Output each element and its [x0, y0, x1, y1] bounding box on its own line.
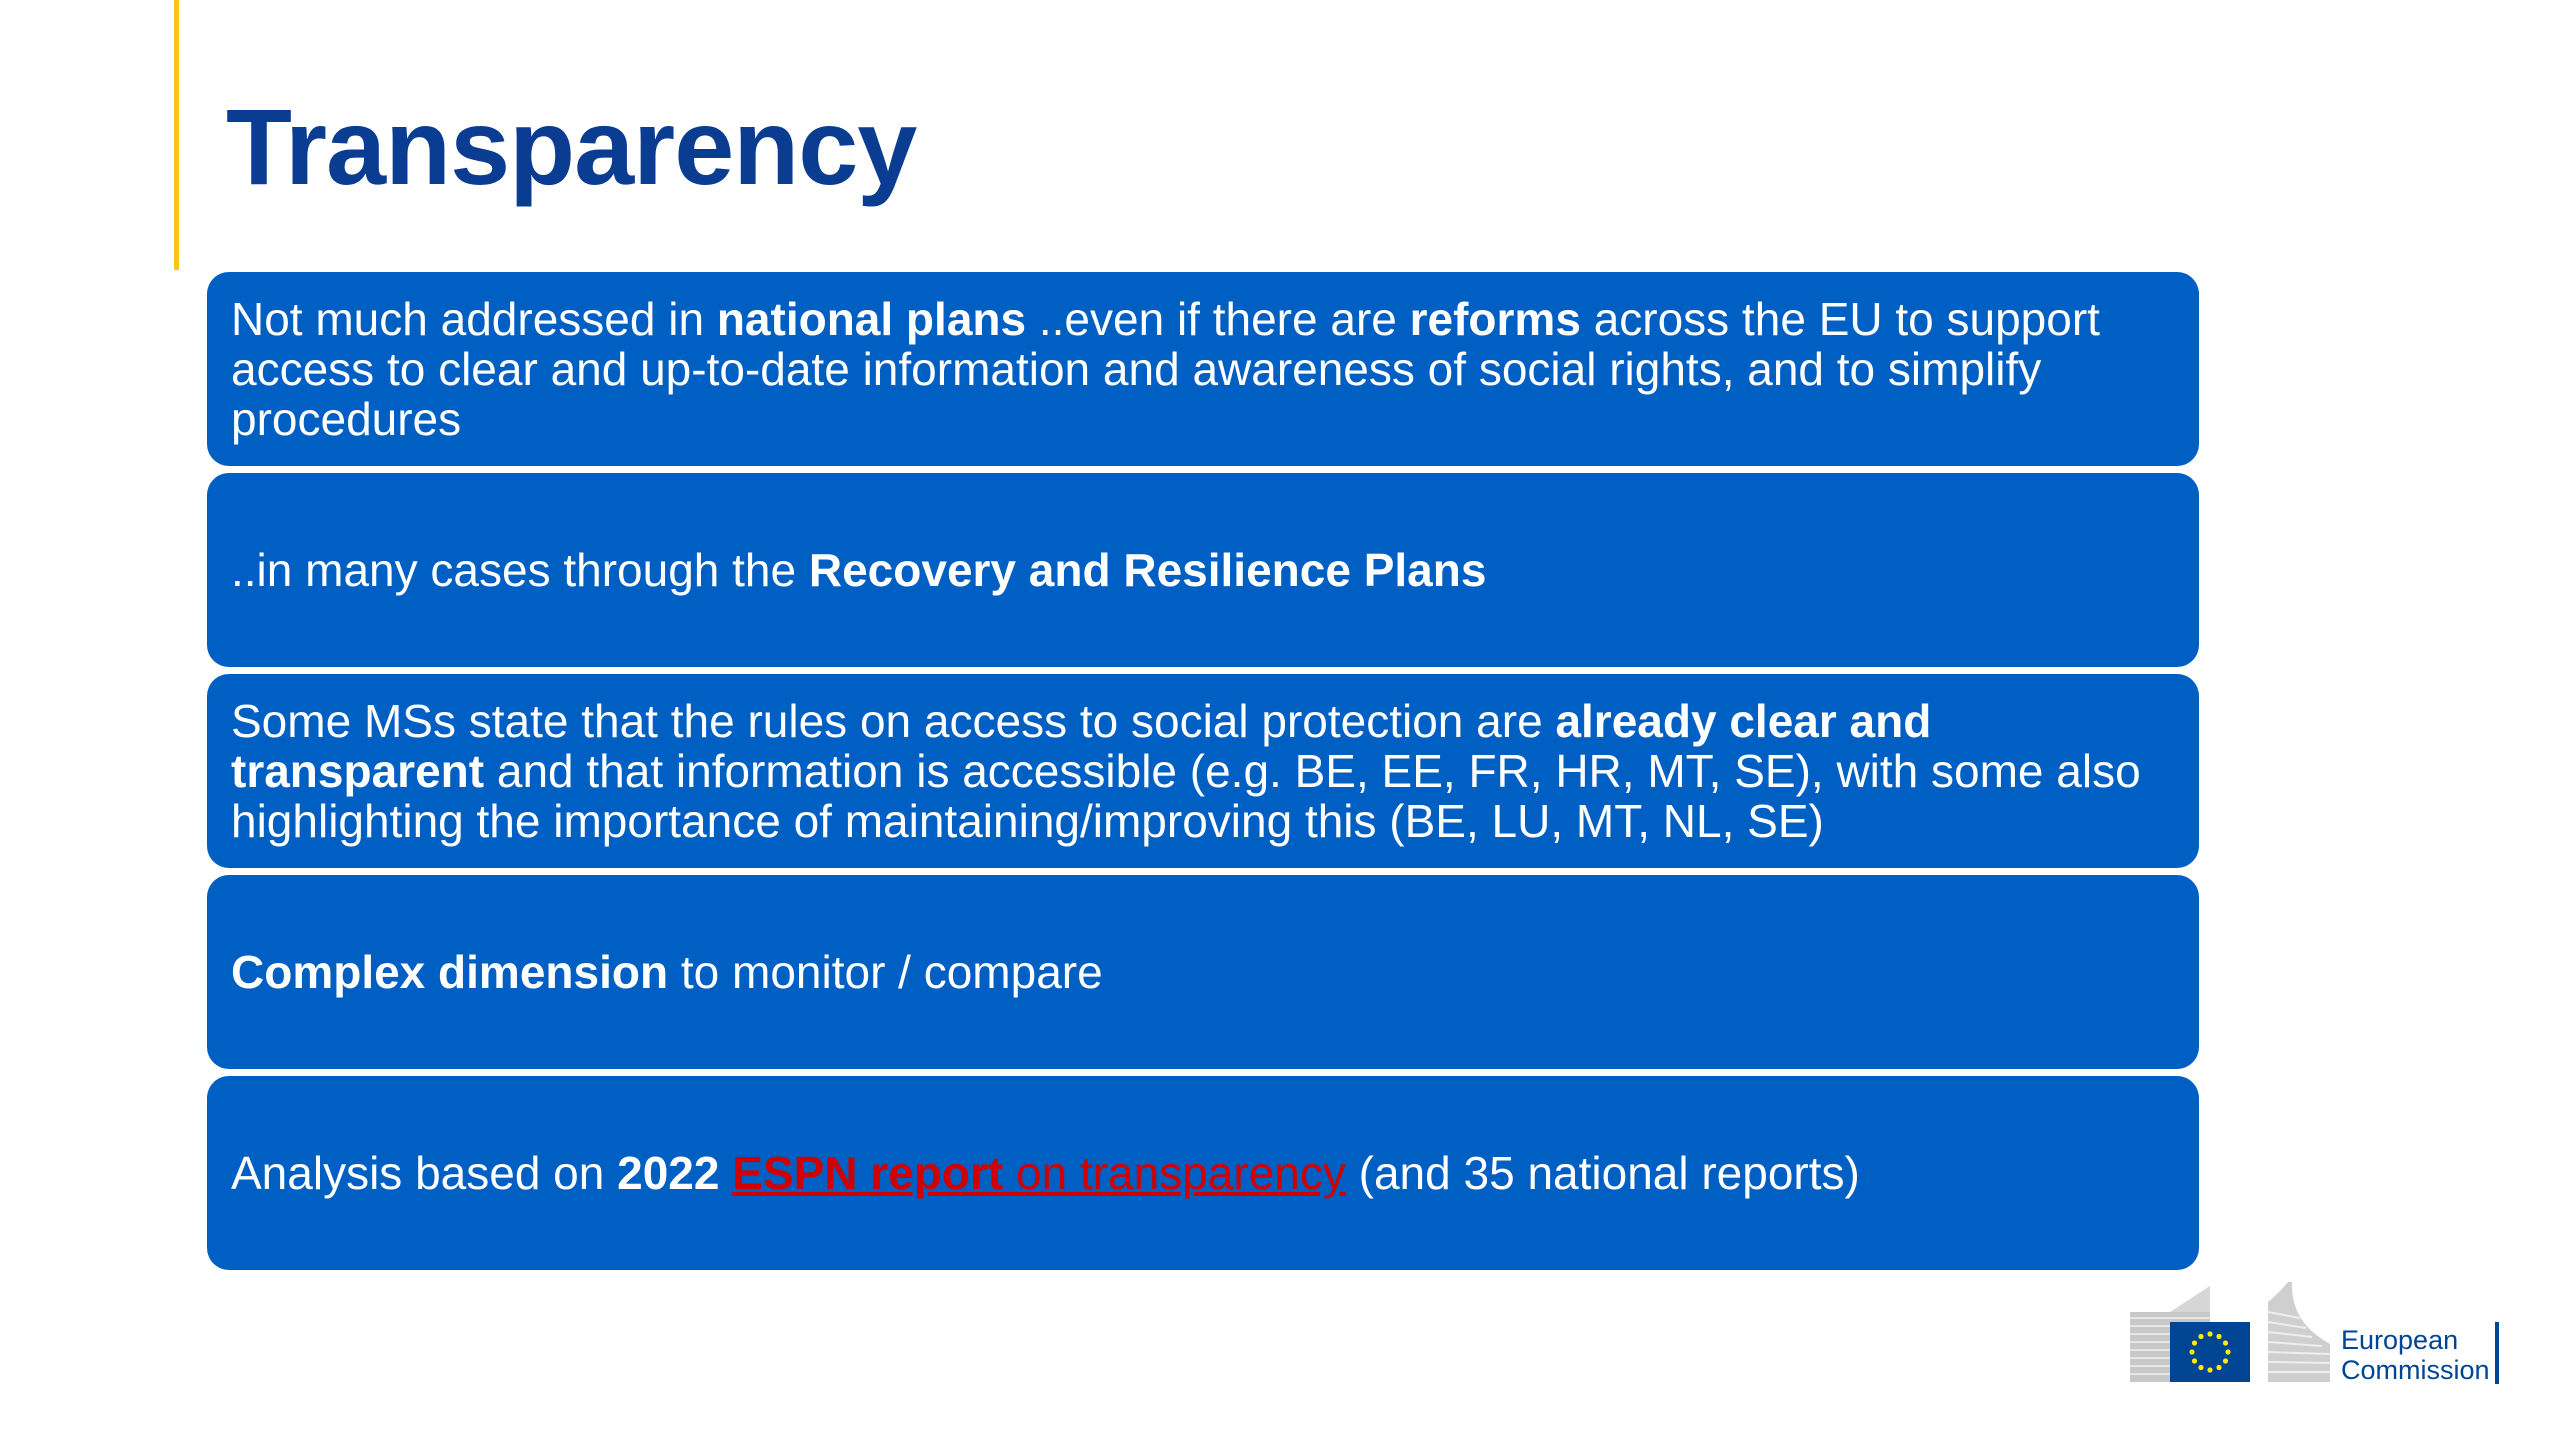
info-box-member-states: [207, 674, 2199, 868]
eu-flag-icon: [2170, 1322, 2250, 1382]
info-box-text: Not much addressed in national plans ..even if there are reforms across the EU to support access to clear and up-to-date information and awareness of social rights, and to simplify procedures: [231, 293, 2100, 445]
info-box-complex-dimension: [207, 875, 2199, 1069]
european-commission-wordmark: European Commission: [2341, 1325, 2490, 1385]
title-accent-bar: [174, 0, 179, 270]
slide-title: Transparency: [226, 86, 917, 207]
info-box-text: Complex dimension to monitor / compare: [231, 946, 1103, 998]
info-box-text: Analysis based on 2022 ESPN report on transparency (and 35 national reports): [231, 1147, 1860, 1199]
info-box-text: ..in many cases through the Recovery and Resilience Plans: [231, 544, 1487, 596]
espn-report-link[interactable]: ESPN report on transparency: [732, 1147, 1346, 1199]
logo-divider: [2495, 1322, 2499, 1384]
info-box-recovery-plans: [207, 473, 2199, 667]
content-box-stack: [207, 272, 2199, 1277]
info-box-analysis: [207, 1076, 2199, 1270]
info-box-text: Some MSs state that the rules on access to social protection are already clear and transparent and that information is accessible (e.g. BE, EE, FR, HR, MT, SE), with some also highlighting the importance of maintaining/improving this (BE, LU, MT, NL, SE): [231, 695, 2141, 847]
info-box-national-plans: [207, 272, 2199, 466]
